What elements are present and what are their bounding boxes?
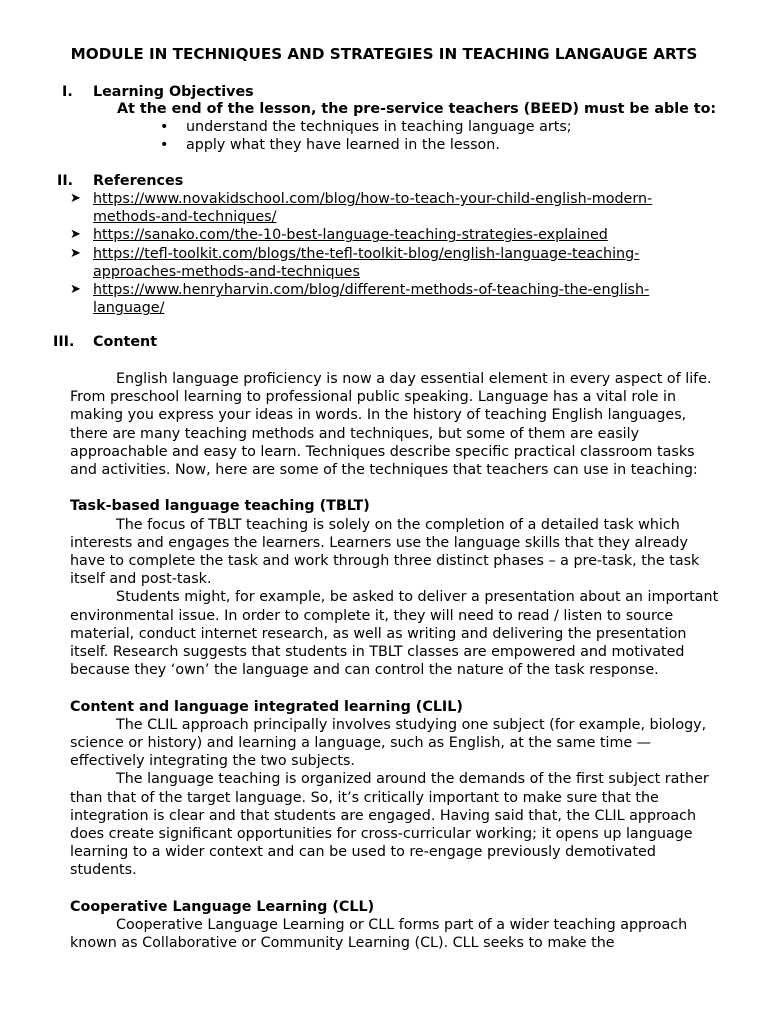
reference-item [70,226,710,244]
list-item: • understand the techniques in teaching language arts; [160,118,572,136]
reference-link[interactable]: https://www.henryharvin.com/blog/different-methods-of-teaching-the-english- [93,282,650,299]
content-body [70,370,720,952]
arrow-bullet-icon: ➤ [70,227,81,243]
document-title: MODULE IN TECHNIQUES AND STRATEGIES IN TEACHING LANGAUGE ARTS [70,45,698,63]
paragraph: The CLIL approach principally involves studying one subject (for example, biology, science or history) and learning a language, such as English, at the same time — effectively integrating the two subjects. [70,716,707,770]
section-heading-objectives: Learning Objectives [93,84,254,100]
section-heading-references: References [93,173,184,189]
section-number: I. [62,84,73,100]
objectives-list [160,118,572,154]
reference-item [70,245,710,281]
arrow-bullet-icon: ➤ [70,282,81,298]
section-number: III. [53,334,75,350]
references-list [70,190,710,317]
reference-link[interactable]: https://www.novakidschool.com/blog/how-to-teach-your-child-english-modern- [93,191,653,207]
reference-link[interactable]: language/ [93,300,165,317]
reference-item [70,281,710,317]
reference-link[interactable]: https://tefl-toolkit.com/blogs/the-tefl-toolkit-blog/english-language-teaching- [93,245,640,262]
section-number: II. [57,173,74,189]
clil-heading: Content and language integrated learning (CLIL) [70,698,463,715]
cll-heading: Cooperative Language Learning (CLL) [70,898,375,915]
paragraph: The focus of TBLT teaching is solely on the completion of a detailed task which interests and engages the learners. Learners use the language skills that they already have to complete the task and work through three distinct phases – a pre-task, the task itself and post-task. [70,516,700,588]
objectives-intro: At the end of the lesson, the pre-service teachers (BEED) must be able to: [117,101,717,117]
list-item: • apply what they have learned in the lesson. [160,136,572,154]
reference-link[interactable]: https://sanako.com/the-10-best-language-teaching-strategies-explained [93,227,608,244]
reference-link[interactable]: methods-and-techniques/ [93,209,277,226]
paragraph: The language teaching is organized around the demands of the first subject rather than that of the target language. So, it’s critically important to make sure that the integration is clear and that students are engaged. Having said that, the CLIL approach does create significant opportunities for cross-curricular working; it opens up language learning to a wider context and can be used to re-engage previously demotivated students. [70,771,709,879]
paragraph: Students might, for example, be asked to deliver a presentation about an important environmental issue. In order to complete it, they will need to read / listen to source material, conduct internet research, as well as writing and delivering the presentation itself. Research suggests that students in TBLT classes are empowered and motivated because they ‘own’ the language and can control the nature of the task response. [70,589,719,679]
content-intro-paragraph: English language proficiency is now a day essential element in every aspect of life. From preschool learning to professional public speaking. Language has a vital role in making you express your ideas in words. In the history of teaching English languages, there are many teaching methods and techniques, but some of them are easily approachable and easy to learn. Techniques describe specific practical classroom tasks and activities. Now, here are some of the techniques that teachers can use in teaching: [70,371,712,479]
paragraph: Cooperative Language Learning or CLL forms part of a wider teaching approach known as Collaborative or Community Learning (CL). CLL seeks to make the [70,917,688,952]
arrow-bullet-icon: ➤ [70,191,81,206]
reference-item [70,190,710,226]
tblt-heading: Task-based language teaching (TBLT) [70,498,370,515]
arrow-bullet-icon: ➤ [70,245,81,261]
section-heading-content: Content [93,334,158,350]
reference-link[interactable]: approaches-methods-and-techniques [93,263,360,280]
